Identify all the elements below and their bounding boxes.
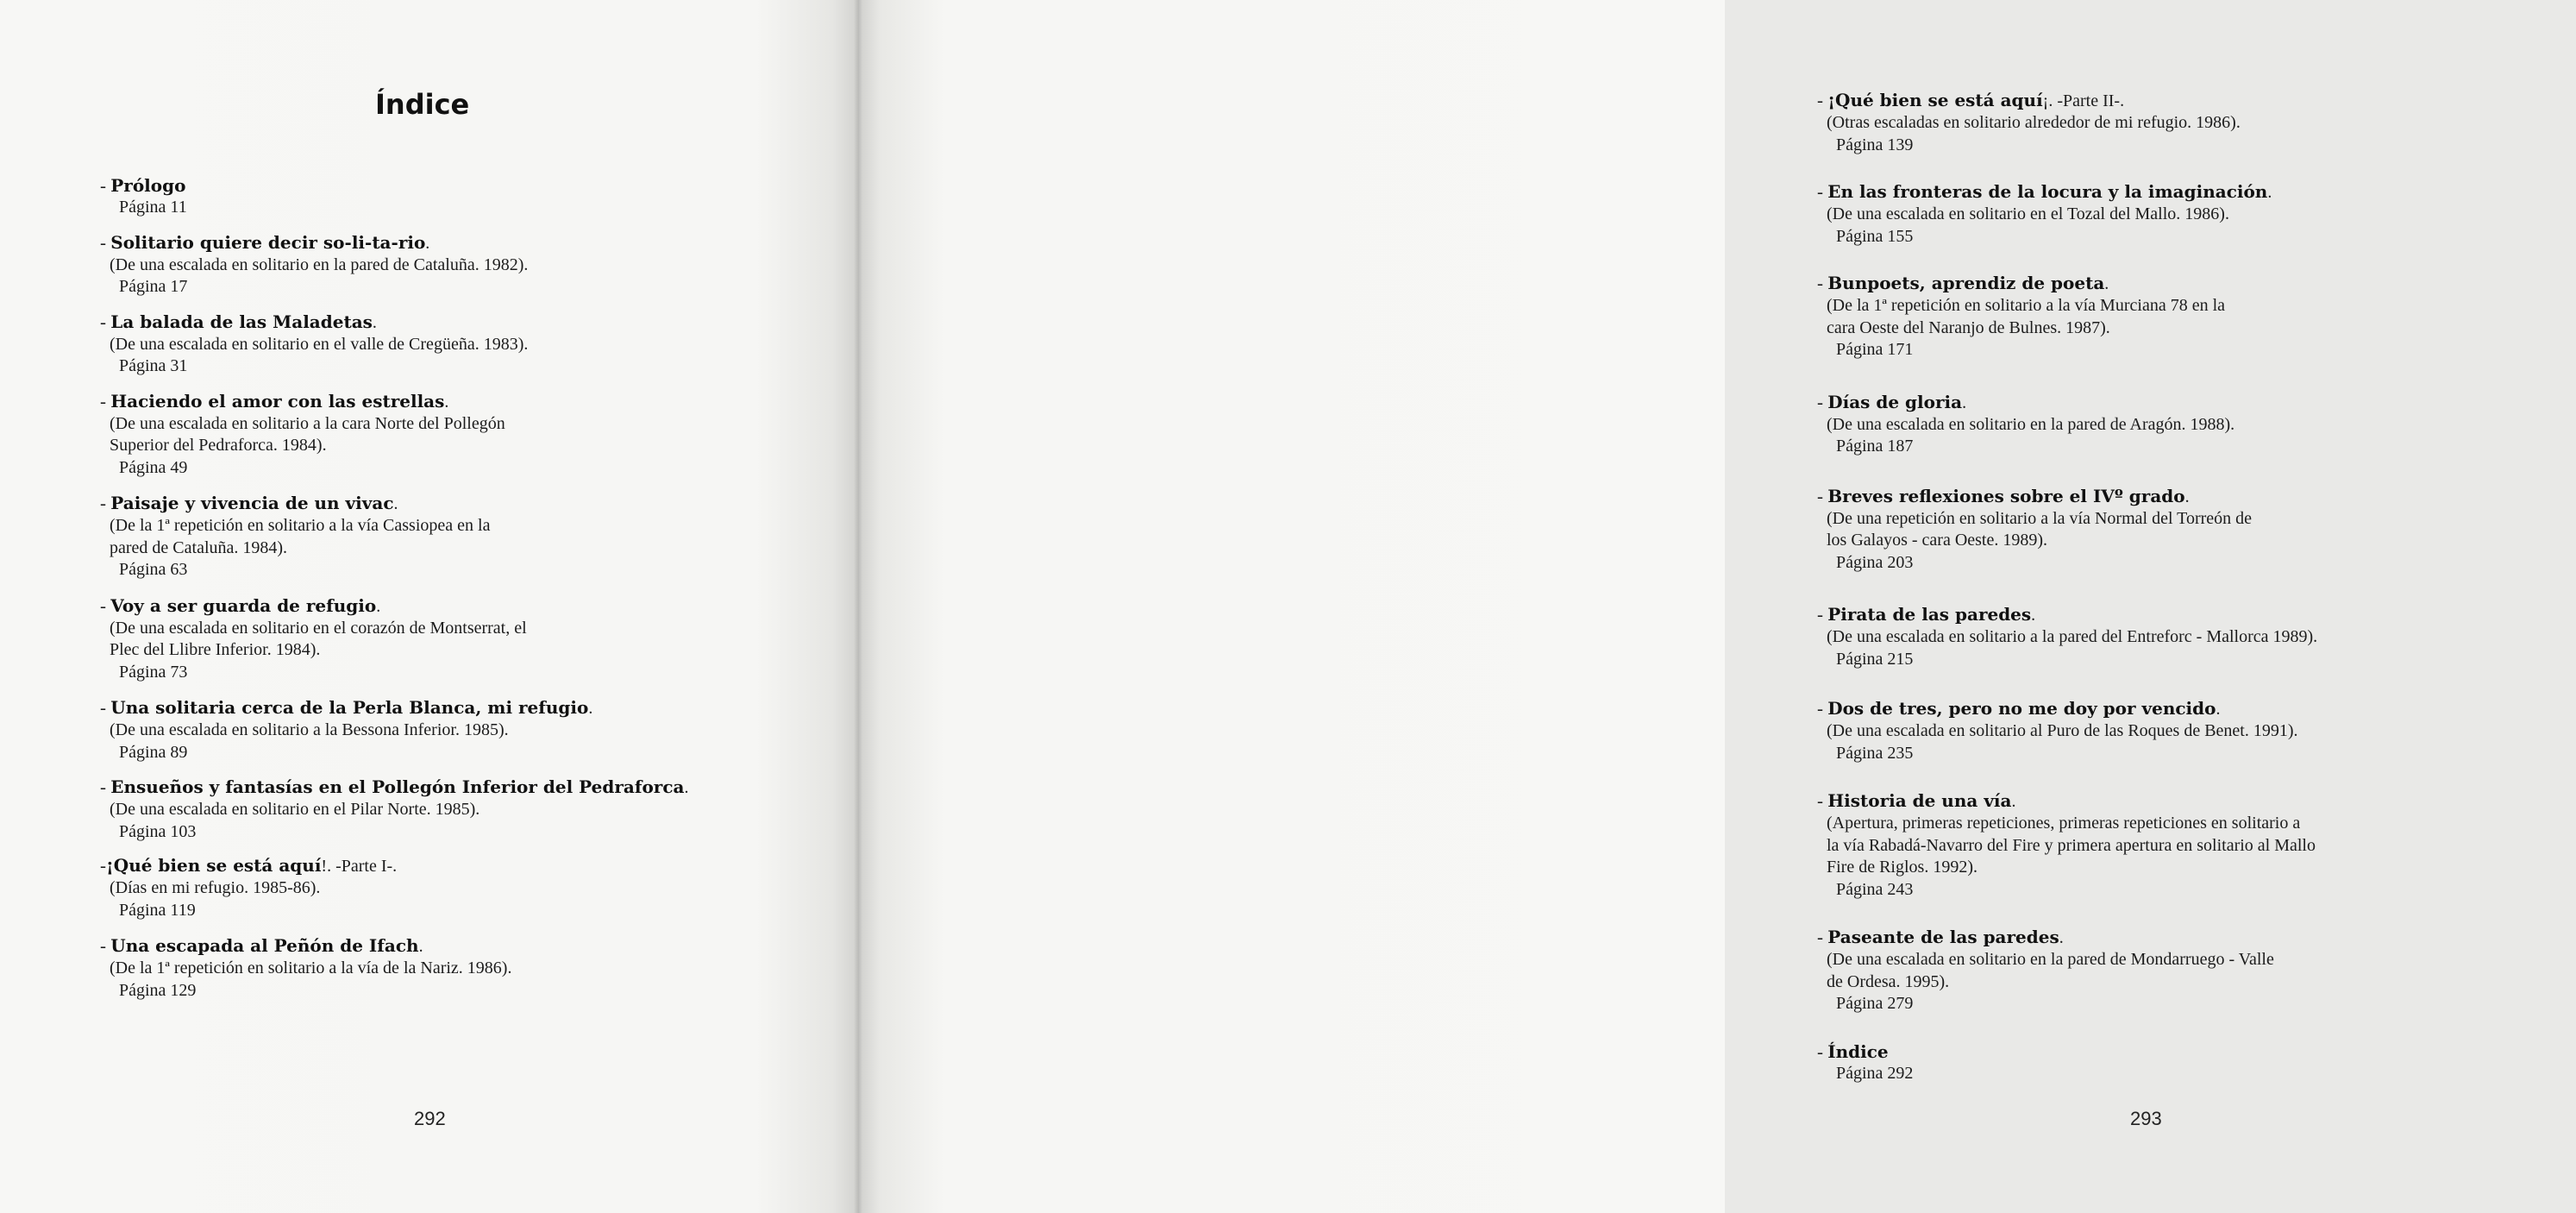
toc-entry-title-suffix: . [2184, 487, 2190, 506]
toc-entry-heading [100, 854, 842, 877]
toc-entry [1817, 272, 2576, 361]
toc-entry [100, 492, 842, 581]
toc-entry-page-ref: Página 215 [1836, 649, 1914, 669]
toc-entry-title: Índice [1827, 1040, 1889, 1062]
toc-entry-dash: - [1817, 485, 1828, 506]
toc-entry-dash: - [100, 855, 106, 876]
toc-entry-page-ref: Página 49 [119, 457, 188, 477]
toc-entry-dash: - [100, 311, 111, 332]
toc-entry [1817, 180, 2576, 248]
toc-entry-title: Prólogo [110, 175, 186, 196]
toc-entry-description: (De una escalada en solitario al Puro de las Roques de Benet. 1991). [1827, 721, 2298, 740]
toc-entry-page-ref: Página 139 [1836, 135, 1914, 154]
toc-entry-title: Solitario quiere decir so-li-ta-rio [110, 231, 426, 253]
toc-entry-heading [1817, 603, 2576, 626]
toc-entry-dash: - [100, 594, 111, 616]
toc-entry-title: ¡Qué bien se está aquí [1827, 90, 2043, 110]
toc-entry-dash: - [1817, 273, 1828, 293]
toc-entry-title: ¡Qué bien se está aquí [106, 855, 322, 876]
toc-entry-heading [100, 776, 842, 799]
toc-entry-page-ref: Página 171 [1836, 340, 1914, 359]
toc-entry-page-ref: Página 119 [119, 900, 196, 920]
toc-entry-description: (De una escalada en solitario en la pared de Mondarruego - Valle de Ordesa. 1995). [1827, 950, 2274, 991]
toc-entry-description: (De una escalada en solitario en la pared de Cataluña. 1982). [110, 255, 529, 274]
toc-entry-page-ref: Página 89 [119, 742, 188, 762]
toc-entry-heading [1817, 485, 2576, 508]
toc-entry-heading [1817, 789, 2576, 813]
toc-entry [1817, 603, 2576, 670]
toc-entry-title-suffix: . [684, 778, 689, 797]
toc-entry-description: (De una escalada en solitario en el corazón de Montserrat, el Plec del Llibre Inferior. 1984). [110, 618, 527, 659]
toc-entry-title-suffix: ¡. -Parte II-. [2042, 91, 2125, 110]
toc-entry-title: La balada de las Maladetas [110, 311, 373, 332]
toc-entry [1817, 1040, 2576, 1085]
toc-entry-title-suffix: . [2216, 700, 2221, 719]
toc-entry-title: Pirata de las paredes [1827, 604, 2032, 625]
toc-entry [1817, 89, 2576, 156]
toc-entry-page-ref: Página 243 [1836, 879, 1914, 899]
toc-entry-heading [1817, 926, 2576, 949]
toc-entry [100, 854, 842, 921]
page-number-left: 292 [414, 1108, 446, 1129]
toc-entry [100, 696, 842, 764]
toc-entry-heading [100, 231, 842, 255]
toc-entry [1817, 697, 2576, 764]
toc-entry-heading [100, 492, 842, 515]
toc-entry-title-suffix: . [444, 392, 449, 412]
toc-entry-description: (De una escalada en solitario en el valle de Cregüeña. 1983). [110, 334, 529, 354]
toc-entry-heading [1817, 89, 2576, 112]
toc-entry [100, 934, 842, 1002]
toc-entry-heading [100, 934, 842, 958]
toc-entry-page-ref: Página 73 [119, 662, 188, 682]
toc-entry-title-suffix: . [2031, 606, 2036, 625]
toc-entry-dash: - [1817, 90, 1828, 110]
toc-entry-description: (Apertura, primeras repeticiones, primeras repeticiones en solitario a la vía Rabadá-Navarro del Fire y primera apertura en solitario al Mallo Fire de Riglos. 1992). [1827, 814, 2316, 877]
toc-entry-page-ref: Página 235 [1836, 743, 1914, 763]
toc-entry [100, 390, 842, 480]
right-toc-list [1817, 89, 2576, 1084]
book-gutter [854, 0, 862, 1213]
toc-entry [100, 231, 842, 299]
toc-entry-page-ref: Página 292 [1836, 1063, 1914, 1083]
toc-entry-page-ref: Página 129 [119, 980, 197, 1000]
toc-entry [1817, 391, 2576, 458]
toc-entry-title: Paseante de las paredes [1827, 927, 2059, 947]
toc-entry-title: Días de gloria [1827, 391, 1963, 412]
toc-entry-description: (De la 1ª repetición en solitario a la vía Cassiopea en la pared de Cataluña. 1984). [110, 516, 491, 557]
toc-entry-description: (De una escalada en solitario en la pared de Aragón. 1988). [1827, 414, 2235, 434]
toc-entry-title-suffix: !. -Parte I-. [321, 857, 398, 876]
toc-entry-dash: - [100, 175, 111, 196]
toc-entry-description: (De una escalada en solitario en el Pilar Norte. 1985). [110, 800, 480, 819]
toc-entry-heading [100, 311, 842, 334]
toc-entry-title: Haciendo el amor con las estrellas [110, 390, 445, 412]
toc-entry-dash: - [1817, 698, 1828, 719]
toc-entry [100, 776, 842, 843]
toc-entry-dash: - [1817, 391, 1828, 412]
toc-entry-dash: - [100, 231, 111, 253]
toc-entry-dash: - [1817, 1040, 1828, 1062]
toc-entry-dash: - [100, 390, 111, 412]
toc-entry-title: Dos de tres, pero no me doy por vencido [1827, 698, 2216, 719]
toc-entry-title-suffix: . [588, 699, 593, 718]
toc-entry-page-ref: Página 31 [119, 356, 188, 375]
toc-entry [100, 594, 842, 684]
toc-entry-heading [1817, 391, 2576, 414]
toc-entry-dash: - [1817, 927, 1828, 947]
index-title: Índice [375, 88, 470, 121]
toc-entry-description: (Días en mi refugio. 1985-86). [110, 878, 321, 897]
toc-entry-title: Breves reflexiones sobre el IVº grado [1827, 485, 2185, 506]
toc-entry [100, 174, 842, 219]
toc-entry [1817, 789, 2576, 901]
toc-entry-title-suffix: . [376, 596, 381, 616]
toc-entry-description: (De la 1ª repetición en solitario a la vía Murciana 78 en la cara Oeste del Naranjo de Bulnes. 1987). [1827, 296, 2226, 337]
toc-entry-description: (De la 1ª repetición en solitario a la vía de la Nariz. 1986). [110, 958, 512, 977]
toc-entry-heading [1817, 697, 2576, 720]
toc-entry-heading [1817, 272, 2576, 295]
toc-entry-dash: - [100, 935, 111, 956]
toc-entry-page-ref: Página 103 [119, 821, 197, 841]
toc-entry-title-suffix: . [425, 233, 430, 253]
toc-entry-heading [1817, 180, 2576, 204]
toc-entry-title-suffix: . [393, 494, 398, 513]
toc-entry-title-suffix: . [2104, 274, 2109, 293]
toc-entry-dash: - [100, 493, 111, 513]
toc-entry-page-ref: Página 155 [1836, 226, 1914, 246]
right-page [858, 0, 2318, 1213]
toc-entry [100, 311, 842, 378]
toc-entry-title: En las fronteras de la locura y la imaginación [1827, 181, 2268, 202]
page-number-right: 293 [2130, 1108, 2162, 1129]
left-page [0, 0, 858, 1213]
toc-entry-page-ref: Página 11 [119, 198, 187, 217]
toc-entry-page-ref: Página 279 [1836, 994, 1914, 1013]
toc-entry-heading [100, 390, 842, 413]
toc-entry-title: Una escapada al Peñón de Ifach [110, 935, 419, 956]
toc-entry-dash: - [1817, 790, 1828, 811]
toc-entry-heading [100, 594, 842, 618]
toc-entry-dash: - [1817, 604, 1828, 625]
toc-entry-dash: - [100, 697, 111, 718]
left-toc-list [100, 174, 842, 1002]
toc-entry-heading [100, 696, 842, 720]
toc-entry-title-suffix: . [2011, 792, 2016, 811]
toc-entry-title: Voy a ser guarda de refugio [110, 594, 377, 616]
toc-entry [1817, 926, 2576, 1015]
toc-entry-title-suffix: . [418, 937, 423, 956]
toc-entry-heading [1817, 1040, 2576, 1063]
toc-entry-page-ref: Página 17 [119, 277, 188, 296]
toc-entry-title: Paisaje y vivencia de un vivac [110, 493, 394, 513]
toc-entry-page-ref: Página 187 [1836, 437, 1914, 456]
toc-entry-description: (De una escalada en solitario a la Bessona Inferior. 1985). [110, 720, 509, 739]
toc-entry-title-suffix: . [372, 312, 377, 332]
toc-entry-title: Bunpoets, aprendiz de poeta [1827, 273, 2105, 293]
toc-entry-dash: - [1817, 181, 1828, 202]
toc-entry-page-ref: Página 203 [1836, 552, 1914, 572]
toc-entry-heading [100, 174, 842, 197]
toc-entry-page-ref: Página 63 [119, 560, 188, 579]
toc-entry-title: Ensueños y fantasías en el Pollegón Inferior del Pedraforca [110, 776, 685, 797]
toc-entry-dash: - [100, 776, 111, 797]
toc-entry-description: (De una escalada en solitario en el Tozal del Mallo. 1986). [1827, 204, 2229, 223]
toc-entry-description: (De una repetición en solitario a la vía Normal del Torreón de los Galayos - cara Oeste. 1989). [1827, 508, 2253, 550]
toc-entry-description: (De una escalada en solitario a la pared del Entreforc - Mallorca 1989). [1827, 627, 2318, 646]
toc-entry-title: Historia de una vía [1827, 790, 2012, 811]
toc-entry-title-suffix: . [1962, 393, 1967, 412]
toc-entry-description: (Otras escaladas en solitario alrededor de mi refugio. 1986). [1827, 113, 2241, 132]
toc-entry-description: (De una escalada en solitario a la cara Norte del Pollegón Superior del Pedraforca. 1984). [110, 413, 505, 455]
toc-entry [1817, 485, 2576, 575]
toc-entry-title: Una solitaria cerca de la Perla Blanca, mi refugio [110, 697, 589, 718]
toc-entry-title-suffix: . [2059, 928, 2064, 947]
toc-entry-title-suffix: . [2267, 183, 2272, 202]
